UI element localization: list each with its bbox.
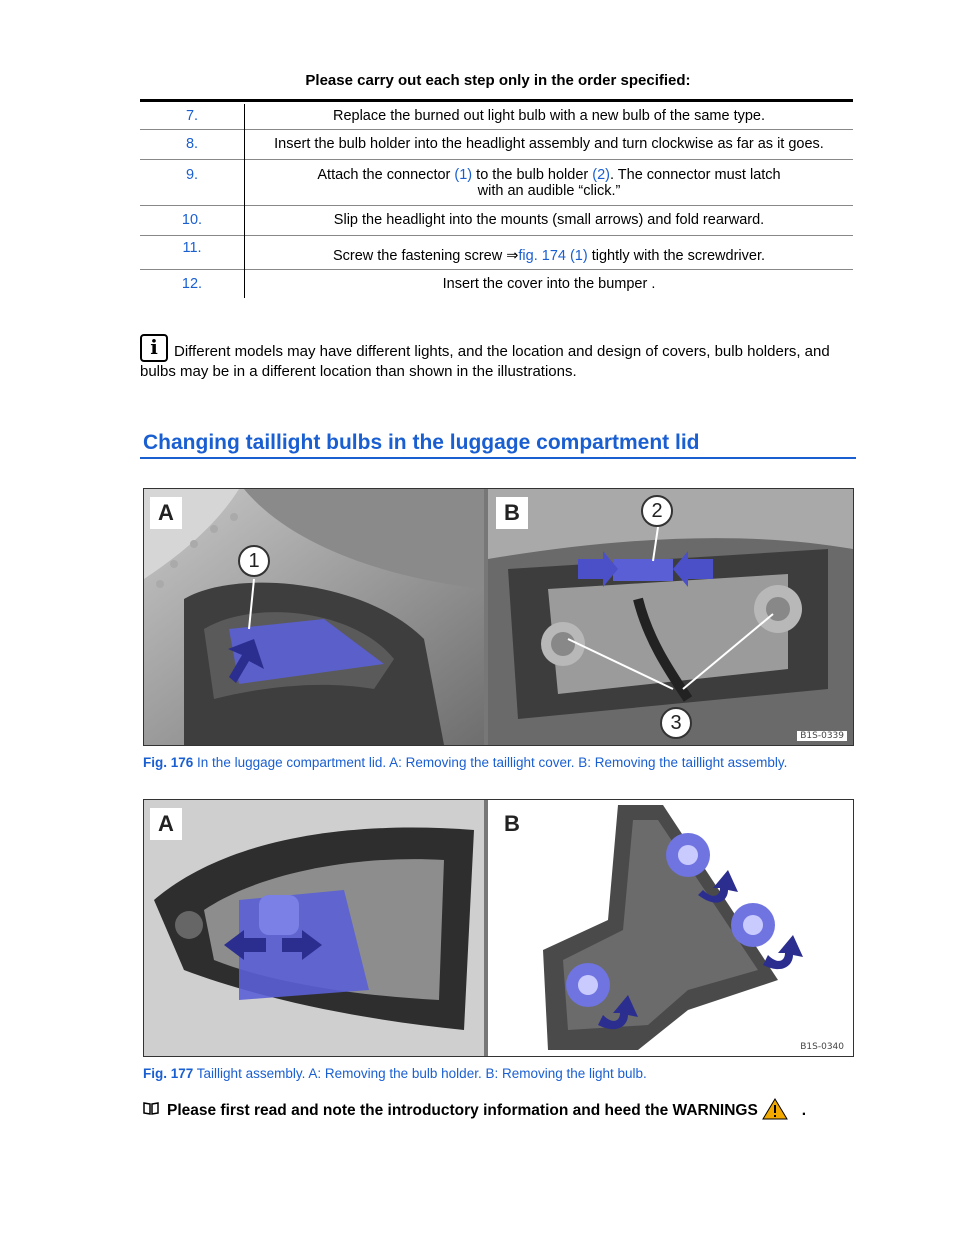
step-row (140, 104, 853, 129)
figure-176-panel-b (488, 489, 853, 745)
step-number: 9. (140, 159, 245, 205)
figure-177-caption (143, 1066, 647, 1081)
taillight-cover-illustration (144, 489, 484, 745)
step-text (245, 159, 854, 205)
step-text: Insert the cover into the bumper . (442, 275, 656, 292)
figure-code: B1S-0340 (797, 1042, 847, 1052)
info-icon (140, 334, 168, 362)
figure-label: Fig. 177 (143, 1066, 194, 1081)
fig-174-link[interactable]: fig. 174 (1) (518, 247, 588, 264)
step-row (140, 269, 853, 298)
light-bulb-illustration (488, 800, 853, 1056)
note-text: Different models may have different lights, and the location and design of covers, bulb holders, and bulbs may be in a different location than shown in the illustrations. (140, 343, 830, 380)
figure-177-panel-a (144, 800, 484, 1056)
info-glyph: i (150, 335, 158, 359)
step-number: 12. (140, 269, 245, 298)
intro-text: Please first read and note the introductory information and heed the WARNINGS (167, 1102, 758, 1119)
panel-letter-b: B (496, 808, 528, 840)
callout-3: 3 (660, 707, 692, 739)
book-icon (143, 1101, 161, 1120)
step-text-part: to the bulb holder (472, 166, 593, 183)
panel-letter-a: A (150, 808, 182, 840)
step-text (245, 235, 854, 269)
callout-1: 1 (238, 545, 270, 577)
figure-176 (143, 488, 854, 746)
step-number: 10. (140, 205, 245, 235)
section-rule (140, 457, 856, 459)
figure-label: Fig. 176 (143, 755, 194, 770)
steps-heading-rule (140, 99, 853, 102)
figure-176-caption (143, 755, 787, 770)
step-text: Replace the burned out light bulb with a new bulb of the same type. (332, 108, 766, 124)
caption-text: In the luggage compartment lid. A: Removing the taillight cover. B: Removing the taillight assembly. (197, 755, 788, 770)
taillight-assembly-illustration (488, 489, 853, 745)
callout-link-2[interactable]: (2) (592, 166, 610, 183)
step-text: Insert the bulb holder into the headlight assembly and turn clockwise as far as it goes. (274, 135, 824, 152)
figure-176-panel-a (144, 489, 484, 745)
bulb-holder-illustration (144, 800, 484, 1056)
intro-end: . (801, 1102, 807, 1119)
step-row (140, 129, 853, 159)
step-text-part: Attach the connector (317, 166, 455, 183)
warning-triangle-icon[interactable] (762, 1098, 788, 1125)
step-number: 11. (140, 235, 245, 269)
step-text: Slip the headlight into the mounts (small arrows) and fold rearward. (333, 211, 765, 228)
step-text-part: tightly with the screwdriver. (587, 247, 766, 264)
figure-177 (143, 799, 854, 1057)
step-number: 7. (140, 104, 245, 129)
steps-heading: Please carry out each step only in the order specified: (305, 72, 691, 89)
panel-letter-b: B (496, 497, 528, 529)
step-row (140, 235, 853, 269)
steps-table (140, 104, 853, 298)
caption-text: Taillight assembly. A: Removing the bulb holder. B: Removing the light bulb. (196, 1066, 647, 1081)
figure-code: B1S-0339 (797, 731, 847, 741)
note (140, 334, 860, 382)
step-number: 8. (140, 129, 245, 159)
callout-2: 2 (641, 495, 673, 527)
callout-link-1[interactable]: (1) (454, 166, 473, 183)
intro-line (143, 1098, 806, 1125)
figure-177-panel-b (488, 800, 853, 1056)
step-text-part: . The connector must latch with an audible “click.” (477, 166, 781, 199)
step-text-part: Screw the fastening screw ⇒ (332, 247, 519, 264)
step-row (140, 159, 853, 205)
step-row (140, 205, 853, 235)
section-title: Changing taillight bulbs in the luggage compartment lid (143, 431, 700, 454)
panel-letter-a: A (150, 497, 182, 529)
